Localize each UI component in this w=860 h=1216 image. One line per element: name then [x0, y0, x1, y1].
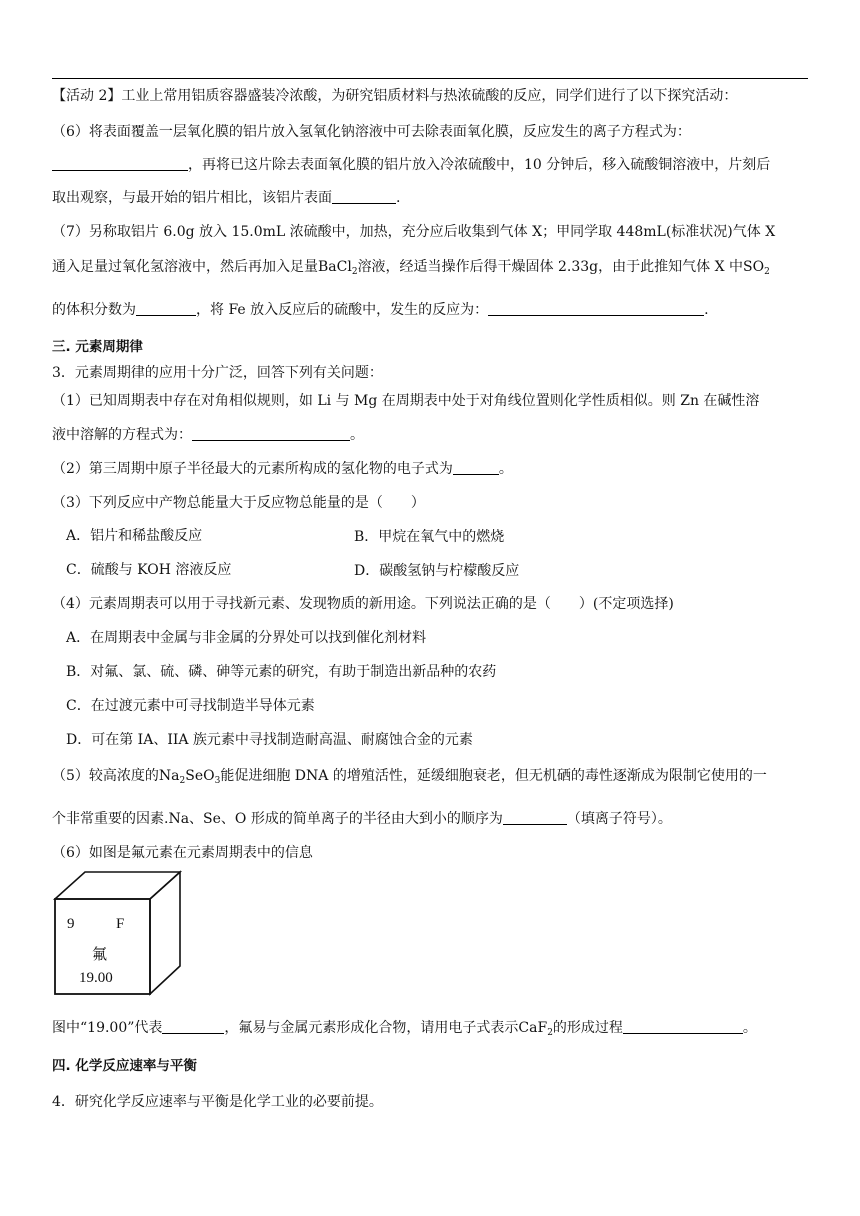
option-a[interactable]: A．铝片和稀盐酸反应 — [66, 528, 203, 544]
q3-part5-line1: （5）较高浓度的$Na_2SeO_3$能促进细胞 DNA 的增殖活性，延缓细胞衰老，但无机硒的毒性逐渐成为限制它使用的一 — [52, 768, 767, 786]
cube-top-face — [55, 872, 180, 899]
answer-blank[interactable] — [453, 460, 499, 475]
q3-part2: （2）第三周期中原子半径最大的元素所构成的氢化物的电子式为 。 — [52, 461, 513, 477]
element-symbol: F — [116, 916, 125, 932]
q3-part1-line2: 液中溶解的方程式为： 。 — [52, 427, 364, 443]
header-rule — [52, 78, 808, 79]
q7-line2: 通入足量过氧化氢溶液中，然后再加入足量BaCl$_2$溶液，经适当操作后得干燥固体 2.33g，由于此推知气体 X 中$SO_2$ — [52, 259, 770, 277]
q6-line1: （6）将表面覆盖一层氧化膜的铝片放入氢氧化钠溶液中可去除表面氧化膜，反应发生的离子方程式为： — [52, 124, 691, 140]
q7-line1: （7）另称取铝片 6.0g 放入 15.0mL 浓硫酸中，加热，充分应后收集到气体 X；甲同学取 448mL(标准状况)气体 X — [52, 224, 776, 240]
q6-line2: ，再将已这片除去表面氧化膜的铝片放入冷浓硫酸中，10 分钟后，移入硫酸铜溶液中，片刻后 — [52, 155, 770, 175]
answer-blank[interactable] — [488, 301, 704, 316]
q6-line3: 取出观察，与最开始的铝片相比，该铝片表面 . — [52, 190, 401, 206]
section3-heading: 三. 元素周期律 — [52, 339, 143, 355]
answer-blank[interactable] — [136, 301, 196, 316]
q3-part1-line1: （1）已知周期表中存在对角相似规则，如 Li 与 Mg 在周期表中处于对角线位置则化学性质相似。则 Zn 在碱性溶 — [52, 393, 760, 409]
q7-line3: 的体积分数为 ，将 Fe 放入反应后的硫酸中，发生的反应为： . — [52, 302, 709, 318]
section4-heading: 四. 化学反应速率与平衡 — [52, 1058, 197, 1074]
question-4: 4．研究化学反应速率与平衡是化学工业的必要前提。 — [52, 1094, 383, 1110]
answer-blank[interactable] — [192, 426, 350, 441]
q3-part6: （6）如图是氟元素在元素周期表中的信息 — [52, 845, 313, 861]
atomic-mass: 19.00 — [79, 970, 113, 986]
q3-part5-line2: 个非常重要的因素.Na、Se、O 形成的简单离子的半径由大到小的顺序为 （填离子符号）。 — [52, 811, 672, 827]
q3-part3: （3）下列反应中产物总能量大于反应物总能量的是（ ） — [52, 495, 425, 511]
option-d[interactable]: D．可在第 IA、IIA 族元素中寻找制造耐高温、耐腐蚀合金的元素 — [66, 732, 473, 748]
option-b[interactable]: B．对氟、氯、硫、磷、砷等元素的研究，有助于制造出新品种的农药 — [66, 664, 497, 680]
activity2-intro: 【活动 2】工业上常用铝质容器盛装冷浓酸，为研究铝质材料与热浓硫酸的反应，同学们进行了以下探究活动： — [52, 88, 738, 104]
element-name: 氟 — [92, 947, 108, 963]
fluorine-element-cube — [40, 864, 190, 1014]
option-a[interactable]: A．在周期表中金属与非金属的分界处可以找到催化剂材料 — [66, 630, 427, 646]
atomic-number: 9 — [67, 916, 75, 932]
answer-blank[interactable] — [162, 1019, 224, 1034]
option-b[interactable]: B．甲烷在氧气中的燃烧 — [354, 529, 505, 545]
question-3: 3．元素周期律的应用十分广泛，回答下列有关问题： — [52, 365, 383, 381]
answer-blank[interactable] — [503, 810, 567, 825]
cube-side-face — [150, 872, 180, 994]
answer-blank[interactable] — [52, 156, 188, 171]
q3-part4: （4）元素周期表可以用于寻找新元素、发现物质的新用途。下列说法正确的是（ ）(不定项选择) — [52, 596, 674, 612]
option-c[interactable]: C．硫酸与 KOH 溶液反应 — [66, 562, 232, 578]
option-d[interactable]: D．碳酸氢钠与柠檬酸反应 — [354, 563, 520, 579]
answer-blank[interactable] — [332, 189, 396, 204]
option-c[interactable]: C．在过渡元素中可寻找制造半导体元素 — [66, 698, 315, 714]
answer-blank[interactable] — [623, 1019, 743, 1034]
q3-part6-question: 图中“19.00”代表 ，氟易与金属元素形成化合物，请用电子式表示CaF$_2$的形成过程 。 — [52, 1020, 757, 1038]
